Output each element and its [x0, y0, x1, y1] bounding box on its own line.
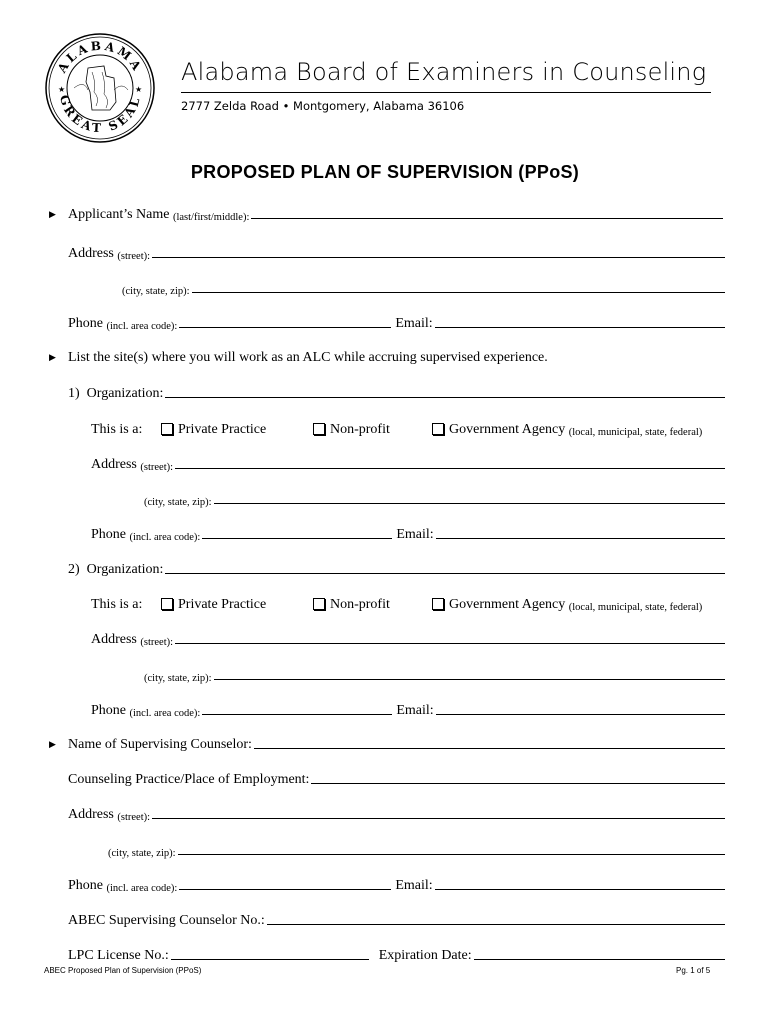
- supervisor-street-field[interactable]: [152, 818, 725, 819]
- applicant-phone-row: [68, 312, 725, 332]
- supervisor-practice-field[interactable]: [311, 783, 725, 784]
- org1-phone-field[interactable]: [202, 538, 392, 539]
- org1-label: Organization:: [86, 386, 164, 401]
- lpc-license-field[interactable]: [171, 959, 369, 960]
- sites-prompt: List the site(s) where you will work as an ALC while accruing supervised experience.: [68, 350, 548, 365]
- svg-text:★: ★: [135, 85, 143, 94]
- supervisor-name-label: Name of Supervising Counselor:: [68, 737, 252, 752]
- applicant-street-field[interactable]: [152, 257, 725, 258]
- supervisor-practice-row: [68, 768, 725, 788]
- org2-type-row: This is a: Private Practice Non-profit Government Agency (local, municipal, state, federal): [91, 597, 703, 613]
- org1-opt-private[interactable]: Private Practice: [161, 422, 313, 438]
- abec-number-label: ABEC Supervising Counselor No.:: [68, 913, 265, 928]
- applicant-name-field[interactable]: [251, 218, 723, 219]
- supervisor-street-row: Address (street):: [68, 803, 725, 823]
- org1-email-field[interactable]: [436, 538, 725, 539]
- org2-name-row: [68, 558, 725, 578]
- org1-number: 1): [68, 386, 80, 401]
- org2-opt-nonprofit[interactable]: Non-profit: [313, 597, 432, 613]
- org1-name-row: [68, 382, 725, 402]
- checkbox-icon[interactable]: [161, 423, 173, 435]
- applicant-phone-hint: (incl. area code):: [106, 321, 178, 332]
- organization-name: Alabama Board of Examiners in Counseling: [181, 58, 707, 86]
- applicant-city-row: [122, 277, 725, 297]
- org2-phone-field[interactable]: [202, 714, 392, 715]
- svg-text:ALABAMA: ALABAMA: [54, 38, 146, 76]
- expiration-date-field[interactable]: [474, 959, 725, 960]
- org2-phone-row: Phone (incl. area code): Email:: [91, 699, 725, 719]
- org1-city-field[interactable]: [214, 503, 725, 504]
- checkbox-icon[interactable]: [161, 598, 173, 610]
- org2-city-row: (city, state, zip):: [144, 664, 725, 684]
- supervisor-city-field[interactable]: [178, 854, 725, 855]
- applicant-name-label: Applicant’s Name: [68, 207, 170, 222]
- form-title: PROPOSED PLAN OF SUPERVISION (PPoS): [190, 162, 580, 182]
- org2-street-row: Address (street):: [91, 628, 725, 648]
- checkbox-icon[interactable]: [432, 598, 444, 610]
- supervisor-license-row: [68, 944, 725, 964]
- applicant-name-hint: (last/first/middle):: [172, 212, 250, 223]
- org2-street-field[interactable]: [175, 643, 725, 644]
- lpc-license-label: LPC License No.:: [68, 948, 169, 963]
- org1-address-label: Address: [91, 457, 137, 472]
- applicant-email-label: Email:: [395, 316, 433, 331]
- bullet-triangle-icon: ▶: [49, 739, 56, 749]
- checkbox-icon[interactable]: [313, 598, 325, 610]
- org1-street-field[interactable]: [175, 468, 725, 469]
- org1-this-is-a: This is a:: [91, 422, 143, 437]
- applicant-phone-label: Phone: [68, 316, 103, 331]
- org1-phone-row: Phone (incl. area code): Email:: [91, 523, 725, 543]
- supervisor-practice-label: Counseling Practice/Place of Employment:: [68, 772, 310, 787]
- supervisor-phone-field[interactable]: [179, 889, 391, 890]
- footer-page-number: Pg. 1 of 5: [676, 966, 711, 975]
- applicant-phone-field[interactable]: [179, 327, 391, 328]
- org1-city-row: (city, state, zip):: [144, 488, 725, 508]
- org2-name-field[interactable]: [165, 573, 725, 574]
- supervisor-name-field[interactable]: [254, 748, 725, 749]
- checkbox-icon[interactable]: [313, 423, 325, 435]
- org1-street-row: Address (street):: [91, 453, 725, 473]
- applicant-name-row: [68, 203, 723, 223]
- abec-number-field[interactable]: [267, 924, 725, 925]
- org2-opt-private[interactable]: Private Practice: [161, 597, 313, 613]
- org1-opt-nonprofit[interactable]: Non-profit: [313, 422, 432, 438]
- org2-label: Organization:: [86, 562, 164, 577]
- checkbox-icon[interactable]: [432, 423, 444, 435]
- org2-opt-government[interactable]: Government Agency (local, municipal, state, federal): [432, 597, 702, 613]
- great-seal-logo: [44, 32, 156, 144]
- svg-text:GREAT SEAL: GREAT SEAL: [56, 93, 144, 136]
- organization-address: 2777 Zelda Road • Montgomery, Alabama 36106: [181, 99, 465, 113]
- bullet-triangle-icon: ▶: [49, 352, 56, 362]
- supervisor-abec-row: [68, 909, 725, 929]
- applicant-address-label: Address: [68, 246, 114, 261]
- org1-type-row: [91, 418, 731, 438]
- org2-email-field[interactable]: [436, 714, 725, 715]
- applicant-street-hint: (street):: [117, 251, 151, 262]
- supervisor-city-row: (city, state, zip):: [108, 839, 725, 859]
- applicant-city-field[interactable]: [192, 292, 725, 293]
- supervisor-email-field[interactable]: [435, 889, 725, 890]
- org2-city-field[interactable]: [214, 679, 725, 680]
- org2-number: 2): [68, 562, 80, 577]
- applicant-street-row: [68, 242, 725, 262]
- svg-text:★: ★: [58, 85, 66, 94]
- supervisor-phone-row: Phone (incl. area code): Email:: [68, 874, 725, 894]
- footer-document-name: ABEC Proposed Plan of Supervision (PPoS): [44, 966, 202, 975]
- expiration-date-label: Expiration Date:: [378, 948, 472, 963]
- supervisor-name-row: [68, 733, 725, 753]
- org1-name-field[interactable]: [165, 397, 725, 398]
- org1-opt-government[interactable]: Government Agency (local, municipal, state, federal): [432, 422, 702, 438]
- header-rule: [181, 92, 711, 93]
- applicant-city-hint: (city, state, zip):: [122, 286, 190, 297]
- bullet-triangle-icon: ▶: [49, 209, 56, 219]
- applicant-email-field[interactable]: [435, 327, 725, 328]
